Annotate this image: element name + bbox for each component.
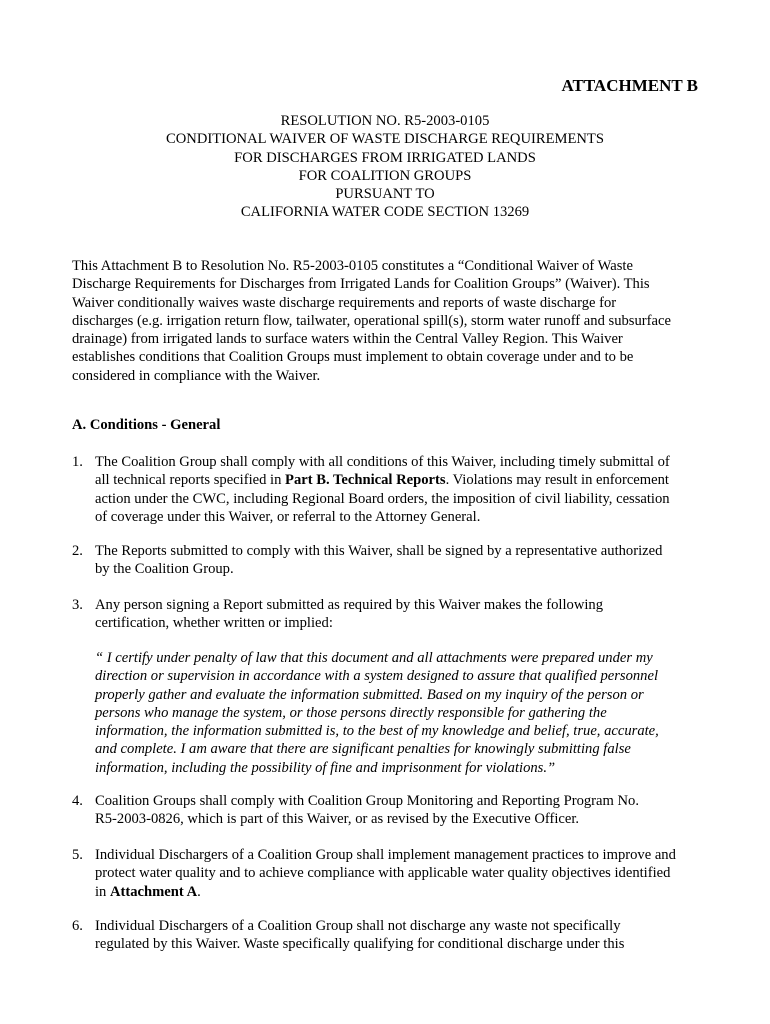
quote-line: information, including the possibility of fine and imprisonment for violations.” [95,759,556,776]
item-number: 3. [72,597,83,613]
item-line [95,471,715,489]
title-line: FOR COALITION GROUPS [298,167,472,184]
item-number: 5. [72,847,83,863]
quote-line: properly gather and evaluate the information submitted. Based on my inquiry of the person or [95,686,644,703]
title-line: CALIFORNIA WATER CODE SECTION 13269 [240,204,530,221]
list-item [72,792,712,830]
item-text [95,846,715,901]
item-number: 6. [72,918,83,934]
quote-line: information, the information submitted is, to the best of my knowledge and belief, true, accurate, [95,723,659,740]
intro-paragraph [72,257,712,385]
item-line: action under the CWC, including Regional Board orders, the imposition of civil liability, cessation [95,490,670,507]
certification-quote [95,649,715,777]
list-item [72,846,712,902]
item-line: R5-2003-0826, which is part of this Waiver, or as revised by the Executive Officer. [95,811,580,828]
item-number: 1. [72,454,83,470]
resolution-title [60,112,710,222]
item-line: The Coalition Group shall comply with all conditions of this Waiver, including timely submittal of [95,454,670,470]
intro-line: considered in compliance with the Waiver. [72,367,321,384]
item-line: of coverage under this Waiver, or referral to the Attorney General. [95,508,481,525]
list-item [72,453,712,527]
item-line-text: . [197,883,201,900]
list-item [72,542,712,580]
technical-reports-reference: Part B. Technical Reports [285,472,446,489]
item-line [95,883,715,901]
item-line: Individual Dischargers of a Coalition Group shall not discharge any waste not specifically [95,918,621,934]
title-line: CONDITIONAL WAIVER OF WASTE DISCHARGE REQUIREMENTS [166,131,604,148]
intro-line: discharges (e.g. irrigation return flow, tailwater, operational spill(s), storm water runoff and subsurface [72,312,671,329]
item-text [95,917,715,954]
title-line: RESOLUTION NO. R5-2003-0105 [280,113,490,129]
quote-line: and complete. I am aware that there are significant penalties for knowingly submitting false [95,741,631,758]
item-line: Individual Dischargers of a Coalition Group shall implement management practices to improve and [95,847,676,863]
item-text [95,453,715,526]
item-text [95,596,715,633]
intro-line: Waiver conditionally waives waste discharge requirements and reports of waste discharge for [72,294,617,311]
intro-line: drainage) from irrigated lands to surface waters within the Central Valley Region. This Waiver [72,331,623,348]
item-line: The Reports submitted to comply with this Waiver, shall be signed by a representative authorized [95,543,663,559]
item-line: Any person signing a Report submitted as required by this Waiver makes the following [95,597,604,613]
item-text [95,792,715,829]
item-line: regulated by this Waiver. Waste specifically qualifying for conditional discharge under this [95,936,625,953]
intro-line: Discharge Requirements for Discharges from Irrigated Lands for Coalition Groups” (Waiver). This [72,276,650,293]
attachment-label: ATTACHMENT B [561,76,698,95]
item-line-text: all technical reports specified in [95,472,286,489]
title-line: PURSUANT TO [335,186,435,203]
item-line-text: in [95,883,110,900]
quote-line: persons who manage the system, or those persons directly responsible for gathering the [95,704,607,721]
list-item [72,596,712,634]
attachment-a-reference: Attachment A [110,883,198,900]
item-number: 4. [72,793,83,809]
item-number: 2. [72,543,83,559]
item-line: certification, whether written or implied: [95,615,333,632]
item-line: protect water quality and to achieve compliance with applicable water quality objectives identified [95,865,671,882]
item-line-text: . Violations may result in enforcement [445,472,669,489]
item-line: Coalition Groups shall comply with Coalition Group Monitoring and Reporting Program No. [95,793,639,809]
quote-line: direction or supervision in accordance with a system designed to assure that qualified personnel [95,668,659,685]
item-text [95,542,715,579]
intro-line: This Attachment B to Resolution No. R5-2003-0105 constitutes a “Conditional Waiver of Waste [72,258,633,274]
intro-line: establishes conditions that Coalition Groups must implement to obtain coverage under and to be [72,349,634,366]
list-item [72,917,712,955]
section-heading-conditions-general: A. Conditions - General [72,417,221,433]
title-line: FOR DISCHARGES FROM IRRIGATED LANDS [234,149,536,166]
quote-line: “ I certify under penalty of law that this document and all attachments were prepared under my [95,650,653,666]
item-line: by the Coalition Group. [95,561,234,578]
